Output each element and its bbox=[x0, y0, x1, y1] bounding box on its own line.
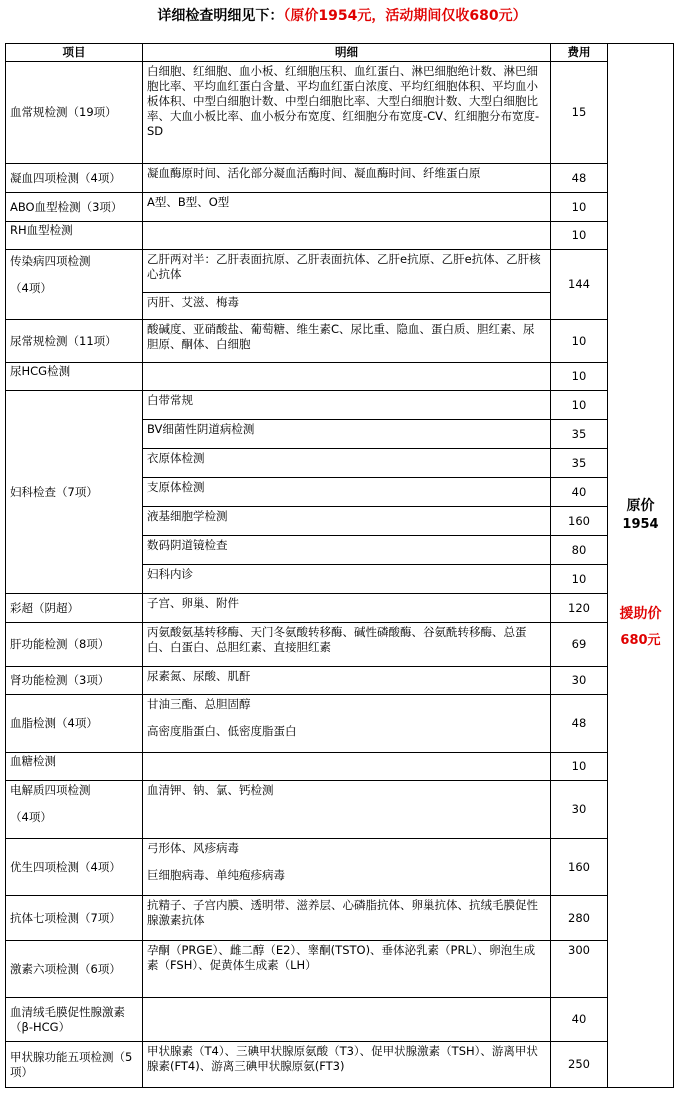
row-item: 凝血四项检测（4项） bbox=[6, 164, 143, 193]
row-detail bbox=[143, 998, 551, 1042]
row-detail: 数码阴道镜检查 bbox=[143, 536, 551, 565]
row-item: 血常规检测（19项） bbox=[6, 62, 143, 164]
row-detail: 孕酮（PRGE）、雌二醇（E2）、睾酮(TSTO)、垂体泌乳素（PRL）、卵泡生成素（FSH）、促黄体生成素（LH） bbox=[143, 941, 551, 998]
row-detail: 丙氨酸氨基转移酶、天门冬氨酸转移酶、碱性磷酸酶、谷氨酰转移酶、总蛋白、白蛋白、总胆红素、直接胆红素 bbox=[143, 623, 551, 667]
row-item bbox=[6, 250, 143, 320]
row-fee: 10 bbox=[551, 363, 608, 391]
row-fee: 40 bbox=[551, 478, 608, 507]
table-row bbox=[6, 594, 674, 623]
row-item: 肾功能检测（3项） bbox=[6, 667, 143, 695]
row-fee: 15 bbox=[551, 62, 608, 164]
row-fee: 40 bbox=[551, 998, 608, 1042]
row-item: ABO血型检测（3项） bbox=[6, 193, 143, 222]
table-row bbox=[6, 363, 674, 391]
row-fee: 35 bbox=[551, 420, 608, 449]
row-fee: 30 bbox=[551, 781, 608, 839]
table-row bbox=[6, 896, 674, 941]
row-item: 血糖检测 bbox=[6, 753, 143, 781]
row-item bbox=[6, 781, 143, 839]
row-fee: 48 bbox=[551, 164, 608, 193]
row-item-line: （4项） bbox=[10, 281, 52, 295]
aid-price-label: 援助价 bbox=[619, 606, 662, 623]
row-detail: 白带常规 bbox=[143, 391, 551, 420]
heading-prefix: 详细检查明细见下： bbox=[157, 8, 284, 24]
row-detail bbox=[143, 363, 551, 391]
row-fee: 69 bbox=[551, 623, 608, 667]
row-detail: 血清钾、钠、氯、钙检测 bbox=[143, 781, 551, 839]
table-row bbox=[6, 941, 674, 998]
row-detail: 甲状腺素（T4）、三碘甲状腺原氨酸（T3）、促甲状腺激素（TSH）、游离甲状腺素(FT4)、游离三碘甲状腺原氨(FT3) bbox=[143, 1042, 551, 1088]
row-fee: 280 bbox=[551, 896, 608, 941]
row-detail: 凝血酶原时间、活化部分凝血活酶时间、凝血酶时间、纤维蛋白原 bbox=[143, 164, 551, 193]
table-row bbox=[6, 193, 674, 222]
table-row bbox=[6, 839, 674, 896]
table-row bbox=[6, 623, 674, 667]
row-item: 尿HCG检测 bbox=[6, 363, 143, 391]
row-fee: 10 bbox=[551, 391, 608, 420]
row-item: 血清绒毛膜促性腺激素（β-HCG） bbox=[6, 998, 143, 1042]
row-fee: 10 bbox=[551, 193, 608, 222]
row-item: 妇科检查（7项） bbox=[6, 391, 143, 594]
table-row bbox=[6, 222, 674, 250]
row-detail: A型、B型、O型 bbox=[143, 193, 551, 222]
original-price-value: 1954 bbox=[622, 517, 659, 533]
row-detail: 尿素氮、尿酸、肌酐 bbox=[143, 667, 551, 695]
row-detail: 液基细胞学检测 bbox=[143, 507, 551, 536]
row-fee: 160 bbox=[551, 839, 608, 896]
table-row bbox=[6, 753, 674, 781]
table-row bbox=[6, 164, 674, 193]
table-row bbox=[6, 1042, 674, 1088]
table-row bbox=[6, 320, 674, 363]
original-price-label: 原价 bbox=[626, 498, 655, 515]
row-detail: 乙肝两对半：乙肝表面抗原、乙肝表面抗体、乙肝e抗原、乙肝e抗体、乙肝核心抗体 bbox=[143, 250, 551, 293]
row-fee: 80 bbox=[551, 536, 608, 565]
row-fee: 10 bbox=[551, 565, 608, 594]
row-detail-line: 甘油三酯、总胆固醇 bbox=[147, 697, 251, 711]
row-detail-line: 巨细胞病毒、单纯疱疹病毒 bbox=[147, 868, 285, 882]
row-detail-line: 高密度脂蛋白、低密度脂蛋白 bbox=[147, 724, 297, 738]
row-item: 血脂检测（4项） bbox=[6, 695, 143, 753]
row-detail bbox=[143, 222, 551, 250]
row-fee: 35 bbox=[551, 449, 608, 478]
heading-price-note: （原价1954元，活动期间仅收680元） bbox=[283, 8, 527, 24]
row-fee: 144 bbox=[551, 250, 608, 320]
header-side-empty bbox=[608, 44, 674, 62]
row-fee: 48 bbox=[551, 695, 608, 753]
row-item: 肝功能检测（8项） bbox=[6, 623, 143, 667]
row-fee: 10 bbox=[551, 222, 608, 250]
header-fee: 费用 bbox=[551, 44, 608, 62]
row-fee: 160 bbox=[551, 507, 608, 536]
row-item: 尿常规检测（11项） bbox=[6, 320, 143, 363]
row-item: 抗体七项检测（7项） bbox=[6, 896, 143, 941]
row-detail: 妇科内诊 bbox=[143, 565, 551, 594]
table-row bbox=[6, 781, 674, 839]
row-detail: 白细胞、红细胞、血小板、红细胞压积、血红蛋白、淋巴细胞绝计数、淋巴细胞比率、平均血红蛋白含量、平均血红蛋白浓度、平均红细胞体积、平均血小板体积、中型白细胞计数、中型白细胞比率、大型白细胞计数、大型白细胞比率、大血小板比率、血小板分布宽度、红细胞分布宽度-CV、红细胞分布宽度-SD bbox=[143, 62, 551, 164]
row-item: 彩超（阴超） bbox=[6, 594, 143, 623]
header-detail: 明细 bbox=[143, 44, 551, 62]
table-row bbox=[6, 695, 674, 753]
table-row bbox=[6, 62, 674, 164]
page-heading bbox=[0, 6, 684, 26]
table-header-row bbox=[6, 44, 674, 62]
table-row bbox=[6, 391, 674, 420]
row-fee: 120 bbox=[551, 594, 608, 623]
row-detail: BV细菌性阴道病检测 bbox=[143, 420, 551, 449]
row-detail bbox=[143, 753, 551, 781]
row-detail: 抗精子、子宫内膜、透明带、滋养层、心磷脂抗体、卵巢抗体、抗绒毛膜促性腺激素抗体 bbox=[143, 896, 551, 941]
row-detail: 酸碱度、亚硝酸盐、葡萄糖、维生素C、尿比重、隐血、蛋白质、胆红素、尿胆原、酮体、白细胞 bbox=[143, 320, 551, 363]
row-detail: 丙肝、艾滋、梅毒 bbox=[143, 293, 551, 320]
header-item: 项目 bbox=[6, 44, 143, 62]
table-row bbox=[6, 667, 674, 695]
row-item: 优生四项检测（4项） bbox=[6, 839, 143, 896]
row-item-line: 电解质四项检测 bbox=[10, 783, 91, 797]
row-detail bbox=[143, 839, 551, 896]
row-fee: 250 bbox=[551, 1042, 608, 1088]
table-row bbox=[6, 998, 674, 1042]
aid-price-value: 680元 bbox=[620, 633, 661, 649]
row-detail: 衣原体检测 bbox=[143, 449, 551, 478]
exam-detail-table bbox=[5, 43, 674, 1088]
table-row bbox=[6, 250, 674, 293]
row-detail-line: 弓形体、风疹病毒 bbox=[147, 841, 239, 855]
row-fee: 300 bbox=[551, 941, 608, 998]
row-item: 激素六项检测（6项） bbox=[6, 941, 143, 998]
row-fee: 10 bbox=[551, 320, 608, 363]
row-item: 甲状腺功能五项检测（5项） bbox=[6, 1042, 143, 1088]
row-item: RH血型检测 bbox=[6, 222, 143, 250]
row-fee: 10 bbox=[551, 753, 608, 781]
row-fee: 30 bbox=[551, 667, 608, 695]
price-summary-cell bbox=[608, 62, 674, 1088]
row-detail: 子宫、卵巢、附件 bbox=[143, 594, 551, 623]
row-detail: 支原体检测 bbox=[143, 478, 551, 507]
row-item-line: 传染病四项检测 bbox=[10, 254, 91, 268]
row-detail bbox=[143, 695, 551, 753]
row-item-line: （4项） bbox=[10, 810, 52, 824]
